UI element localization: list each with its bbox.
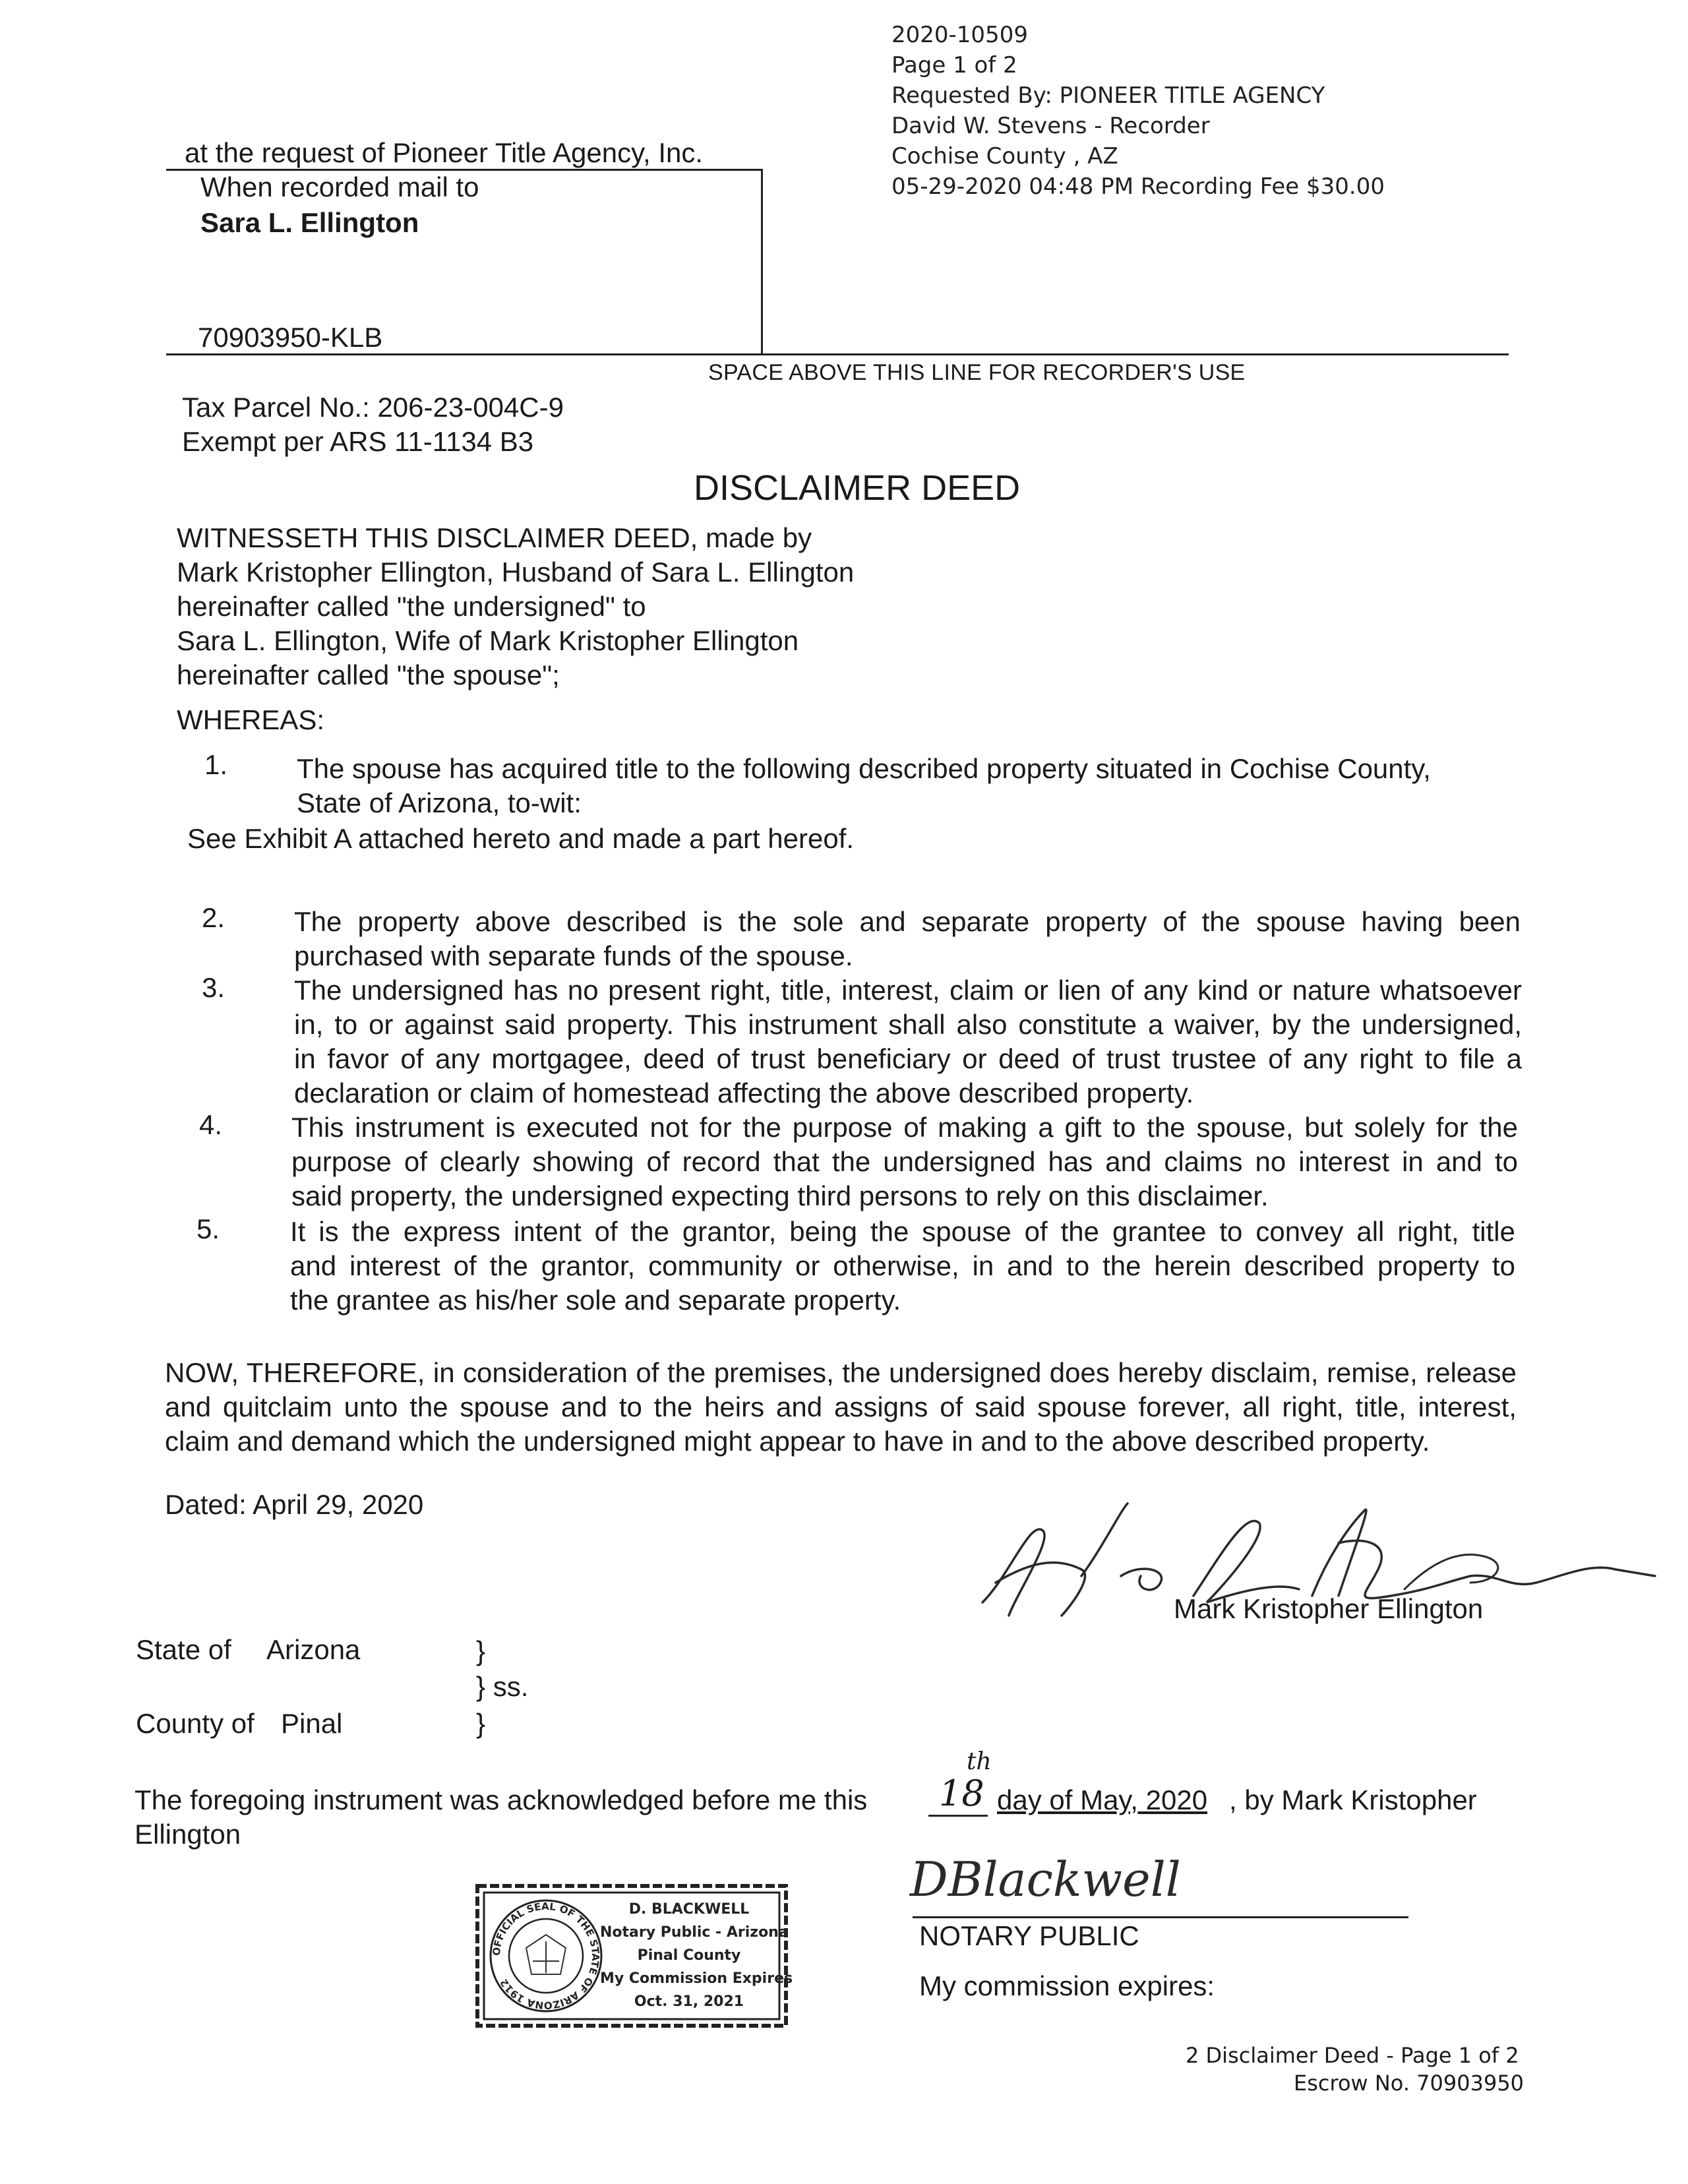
now-therefore-paragraph <box>165 1356 1517 1459</box>
document-number: 2020-10509 <box>891 22 1028 48</box>
county-label: County of <box>136 1708 255 1739</box>
exemption-code: Exempt per ARS 11-1134 B3 <box>182 426 534 457</box>
clause-line: said property, the undersigned expecting third persons to rely on this disclaimer. <box>291 1180 1269 1211</box>
tax-parcel-number: Tax Parcel No.: 206-23-004C-9 <box>182 392 564 423</box>
clause-line: declaration or claim of homestead affecting the above described property. <box>294 1077 1194 1108</box>
request-line: at the request of Pioneer Title Agency, Inc. <box>185 137 704 168</box>
clause-number: 4. <box>199 1109 223 1140</box>
notary-seal <box>473 1882 793 2030</box>
venue-brace: } <box>476 1635 486 1666</box>
clause-line: The spouse has acquired title to the following described property situated in Cochise County, <box>297 753 1431 784</box>
footer-page: 2 Disclaimer Deed - Page 1 of 2 <box>1186 2043 1519 2068</box>
requested-by: Requested By: PIONEER TITLE AGENCY <box>891 82 1325 109</box>
seal-commission-date: Oct. 31, 2021 <box>634 1993 744 2010</box>
state-value: Arizona <box>266 1634 361 1665</box>
intro-line: WITNESSETH THIS DISCLAIMER DEED, made by <box>177 522 812 553</box>
clause-number: 1. <box>204 749 228 780</box>
seal-notary-name: D. BLACKWELL <box>628 1901 750 1918</box>
recorder-name: David W. Stevens - Recorder <box>891 113 1210 139</box>
seal-county: Pinal County <box>637 1947 741 1964</box>
venue-brace: } <box>476 1708 486 1739</box>
acknowledgment-date: day of May, 2020 <box>997 1784 1208 1815</box>
acknowledgment-line-2: Ellington <box>135 1819 241 1850</box>
clause-line: purchased with separate funds of the spouse. <box>294 940 853 971</box>
mail-to-recipient: Sara L. Ellington <box>200 207 419 238</box>
state-label: State of <box>136 1634 231 1665</box>
seal-ring-text: OFFICIAL SEAL OF THE STATE OF ARIZONA 1912 <box>490 1900 602 2012</box>
seal-notary-title: Notary Public - Arizona <box>600 1924 789 1941</box>
mail-to-label: When recorded mail to <box>200 171 479 202</box>
clause-line: The undersigned has no present right, title, interest, claim or lien of any kind or nature whatsoever <box>294 975 1522 1006</box>
clause-number: 3. <box>202 972 226 1003</box>
clause-line: in, to or against said property. This instrument shall also constitute a waiver, by the undersigned, <box>294 1009 1522 1040</box>
venue-ss: } ss. <box>476 1671 529 1702</box>
clause-line: The property above described is the sole and separate property of the spouse having been <box>294 906 1521 937</box>
notary-signature-line <box>913 1916 1408 1918</box>
recording-county: Cochise County , AZ <box>891 143 1118 169</box>
intro-line: hereinafter called "the undersigned" to <box>177 591 646 622</box>
notary-signature: DBlackwell <box>910 1852 1181 1907</box>
clause-line: and interest of the grantor, community or otherwise, in and to the herein described property to <box>290 1250 1515 1281</box>
clause-line: purpose of clearly showing of record that the undersigned has and claims no interest in and to <box>291 1146 1518 1177</box>
intro-line: hereinafter called "the spouse"; <box>177 659 560 690</box>
acknowledgment-day-suffix: th <box>967 1748 992 1775</box>
day-underline <box>928 1815 988 1817</box>
intro-line: Mark Kristopher Ellington, Husband of Sara L. Ellington <box>177 557 855 588</box>
clause-line: in favor of any mortgagee, deed of trust beneficiary or deed of trust trustee of any right to file a <box>294 1043 1522 1074</box>
recorder-use-line <box>166 353 1509 355</box>
acknowledgment-suffix: , by Mark Kristopher <box>1229 1784 1477 1815</box>
page-count: Page 1 of 2 <box>891 52 1017 78</box>
seal-commission-label: My Commission Expires <box>600 1970 793 1987</box>
exhibit-reference: See Exhibit A attached hereto and made a part hereof. <box>187 823 855 854</box>
clause-line: State of Arizona, to-wit: <box>297 787 582 818</box>
paragraph-line: NOW, THEREFORE, in consideration of the premises, the undersigned does hereby disclaim, remise, release <box>165 1357 1517 1388</box>
signer-name: Mark Kristopher Ellington <box>1174 1593 1484 1624</box>
escrow-code: 70903950-KLB <box>198 322 383 353</box>
clause-line: It is the express intent of the grantor, being the spouse of the grantee to convey all right, title <box>290 1216 1515 1247</box>
recording-datetime-fee: 05-29-2020 04:48 PM Recording Fee $30.00 <box>891 173 1385 200</box>
paragraph-line: and quitclaim unto the spouse and to the heirs and assigns of said spouse forever, all right, title, interest, <box>165 1391 1517 1422</box>
clause-line: the grantee as his/her sole and separate property. <box>290 1285 901 1316</box>
page-title: DISCLAIMER DEED <box>694 468 1021 508</box>
county-value: Pinal <box>281 1708 343 1739</box>
clause-number: 2. <box>202 902 226 933</box>
box-right-line <box>761 169 763 355</box>
footer-escrow: Escrow No. 70903950 <box>1294 2071 1524 2096</box>
commission-expires: My commission expires: <box>919 1970 1215 2001</box>
acknowledgment-prefix: The foregoing instrument was acknowledged before me this <box>135 1784 868 1815</box>
recorder-use-label: SPACE ABOVE THIS LINE FOR RECORDER'S USE <box>708 360 1246 385</box>
notary-title: NOTARY PUBLIC <box>919 1920 1139 1951</box>
intro-line: Sara L. Ellington, Wife of Mark Kristopher Ellington <box>177 625 799 656</box>
acknowledgment-day: 18 <box>939 1773 984 1814</box>
whereas-heading: WHEREAS: <box>177 704 325 735</box>
dated-line: Dated: April 29, 2020 <box>165 1489 424 1520</box>
clause-line: This instrument is executed not for the purpose of making a gift to the spouse, but solely for the <box>291 1112 1518 1143</box>
clause-number: 5. <box>196 1213 220 1244</box>
paragraph-line: claim and demand which the undersigned might appear to have in and to the above described property. <box>165 1426 1430 1457</box>
